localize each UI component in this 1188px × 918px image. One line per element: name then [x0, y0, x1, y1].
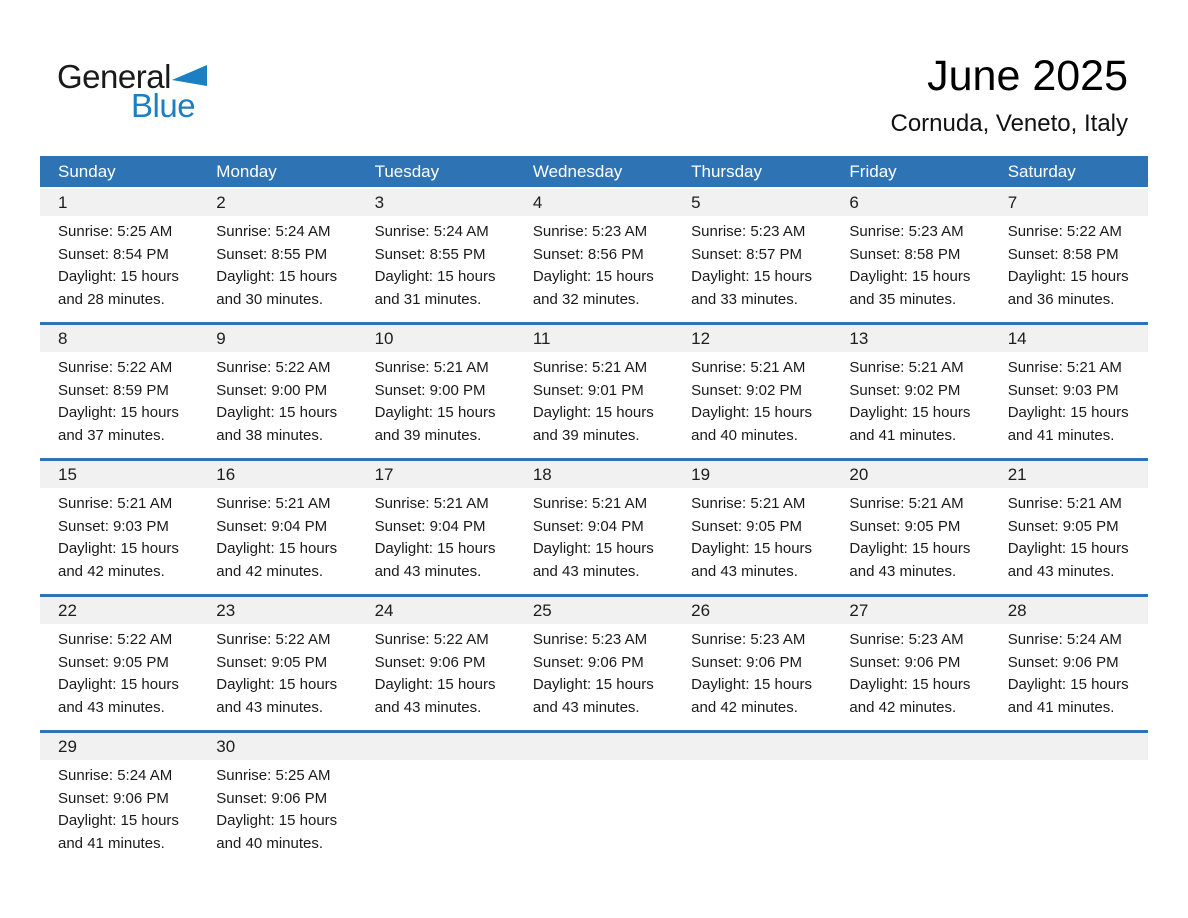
daylight-line: Daylight: 15 hours — [1007, 404, 1129, 421]
daylight-line: Daylight: 15 hours — [58, 812, 179, 829]
day-cell — [673, 488, 831, 594]
day-number: 30 — [216, 737, 236, 756]
daylight-line: Daylight: 15 hours — [374, 676, 496, 693]
day-number: 24 — [374, 601, 394, 620]
weekday-header — [40, 156, 1148, 187]
daylight-line-2: and 41 minutes. — [58, 834, 165, 852]
sunrise-line: Sunrise: 5:23 AM — [691, 223, 806, 240]
sunset-line: Sunset: 9:03 PM — [58, 517, 169, 535]
sunset-line: Sunset: 9:01 PM — [532, 381, 644, 399]
sunrise-line: Sunrise: 5:22 AM — [374, 631, 489, 648]
daylight-line: Daylight: 15 hours — [58, 540, 179, 557]
sunset-line: Sunset: 9:05 PM — [58, 653, 169, 671]
day-cell — [831, 216, 989, 322]
sunrise-line: Sunrise: 5:22 AM — [58, 631, 173, 648]
daylight-line-2: and 40 minutes. — [216, 834, 324, 852]
sunset-line: Sunset: 8:59 PM — [58, 381, 169, 399]
daylight-line: Daylight: 15 hours — [1007, 676, 1129, 693]
day-detail-row — [40, 624, 1148, 730]
sunrise-line: Sunrise: 5:22 AM — [1007, 223, 1122, 240]
daylight-line-2: and 42 minutes. — [691, 698, 798, 716]
sunrise-line: Sunrise: 5:23 AM — [849, 631, 964, 648]
day-number: 7 — [1007, 193, 1018, 212]
week-row-4 — [40, 594, 1148, 730]
sunrise-line: Sunrise: 5:21 AM — [532, 495, 648, 512]
day-cell — [673, 216, 831, 322]
daylight-line: Daylight: 15 hours — [216, 676, 338, 693]
sunset-line: Sunset: 9:05 PM — [691, 517, 803, 535]
day-cell-empty — [357, 760, 515, 866]
day-number: 23 — [216, 601, 236, 620]
sunrise-line: Sunrise: 5:24 AM — [58, 767, 173, 784]
sunset-line: Sunset: 9:06 PM — [1007, 653, 1119, 671]
day-number: 26 — [691, 601, 711, 620]
day-number — [515, 733, 673, 760]
daylight-line-2: and 39 minutes. — [532, 426, 640, 444]
day-detail-row — [40, 488, 1148, 594]
page-subtitle: Cornuda, Veneto, Italy — [890, 110, 1128, 137]
daylight-line: Daylight: 15 hours — [691, 540, 813, 557]
daylight-line: Daylight: 15 hours — [849, 676, 971, 693]
daylight-line-2: and 43 minutes. — [374, 562, 482, 580]
daylight-line-2: and 28 minutes. — [58, 290, 165, 308]
day-cell — [40, 760, 198, 866]
daylight-line-2: and 40 minutes. — [691, 426, 798, 444]
day-number: 3 — [374, 193, 385, 212]
daylight-line: Daylight: 15 hours — [691, 676, 813, 693]
day-number: 16 — [216, 465, 236, 484]
daylight-line-2: and 41 minutes. — [1007, 698, 1115, 716]
sunset-line: Sunset: 8:58 PM — [1007, 245, 1119, 263]
sunrise-line: Sunrise: 5:21 AM — [691, 359, 806, 376]
sunrise-line: Sunrise: 5:21 AM — [58, 495, 173, 512]
day-cell — [990, 624, 1148, 730]
daylight-line-2: and 41 minutes. — [1007, 426, 1115, 444]
daylight-line: Daylight: 15 hours — [216, 540, 338, 557]
sunrise-line: Sunrise: 5:22 AM — [216, 359, 331, 376]
daylight-line-2: and 43 minutes. — [532, 698, 640, 716]
day-cell — [990, 488, 1148, 594]
sunset-line: Sunset: 9:03 PM — [1007, 381, 1119, 399]
sunrise-line: Sunrise: 5:21 AM — [849, 495, 964, 512]
day-cell — [357, 488, 515, 594]
day-cell — [40, 488, 198, 594]
day-cell — [831, 488, 989, 594]
day-number: 27 — [849, 601, 869, 620]
day-number: 11 — [532, 329, 551, 348]
sunrise-line: Sunrise: 5:21 AM — [1007, 495, 1122, 512]
daylight-line: Daylight: 15 hours — [849, 540, 971, 557]
day-cell — [673, 352, 831, 458]
sunrise-line: Sunrise: 5:25 AM — [216, 767, 331, 784]
sunset-line: Sunset: 9:04 PM — [374, 517, 486, 535]
day-cell — [515, 624, 673, 730]
day-number: 25 — [532, 601, 552, 620]
logo-triangle-icon — [172, 65, 207, 86]
day-cell — [198, 488, 356, 594]
daylight-line: Daylight: 15 hours — [691, 404, 813, 421]
sunrise-line: Sunrise: 5:22 AM — [58, 359, 173, 376]
day-number: 22 — [58, 601, 77, 620]
day-number-band — [40, 461, 1148, 488]
day-number: 10 — [374, 329, 394, 348]
day-number: 9 — [216, 329, 226, 348]
sunset-line: Sunset: 9:06 PM — [691, 653, 803, 671]
day-cell — [831, 624, 989, 730]
day-cell-empty — [515, 760, 673, 866]
day-cell — [198, 352, 356, 458]
logo-blue-text: Blue — [131, 87, 196, 124]
day-cell — [515, 352, 673, 458]
day-number: 5 — [691, 193, 701, 212]
day-number: 6 — [849, 193, 859, 212]
daylight-line: Daylight: 15 hours — [374, 404, 496, 421]
daylight-line: Daylight: 15 hours — [374, 268, 496, 285]
day-number: 1 — [58, 193, 68, 212]
day-cell — [198, 760, 356, 866]
weekday-friday: Friday — [849, 162, 897, 181]
day-number: 28 — [1007, 601, 1027, 620]
weekday-saturday: Saturday — [1007, 162, 1076, 181]
daylight-line-2: and 43 minutes. — [691, 562, 798, 580]
sunrise-line: Sunrise: 5:25 AM — [58, 223, 173, 240]
day-number — [831, 733, 989, 760]
daylight-line: Daylight: 15 hours — [58, 268, 179, 285]
daylight-line-2: and 36 minutes. — [1007, 290, 1115, 308]
day-cell — [40, 624, 198, 730]
daylight-line: Daylight: 15 hours — [849, 268, 971, 285]
daylight-line-2: and 39 minutes. — [374, 426, 482, 444]
sunset-line: Sunset: 9:06 PM — [58, 789, 169, 807]
day-detail-row — [40, 352, 1148, 458]
day-number-band — [40, 325, 1148, 352]
sunset-line: Sunset: 9:00 PM — [216, 381, 328, 399]
day-number-band — [40, 597, 1148, 624]
weekday-monday: Monday — [216, 162, 277, 181]
daylight-line: Daylight: 15 hours — [216, 268, 338, 285]
sunset-line: Sunset: 8:55 PM — [374, 245, 486, 263]
sunrise-line: Sunrise: 5:23 AM — [532, 223, 648, 240]
daylight-line: Daylight: 15 hours — [532, 404, 654, 421]
sunset-line: Sunset: 8:57 PM — [691, 245, 803, 263]
daylight-line-2: and 43 minutes. — [1007, 562, 1115, 580]
day-cell — [673, 624, 831, 730]
sunset-line: Sunset: 8:54 PM — [58, 245, 169, 263]
day-number: 14 — [1007, 329, 1027, 348]
weekday-thursday: Thursday — [691, 162, 763, 181]
daylight-line: Daylight: 15 hours — [216, 812, 338, 829]
sunrise-line: Sunrise: 5:23 AM — [849, 223, 964, 240]
sunset-line: Sunset: 8:58 PM — [849, 245, 961, 263]
day-cell-empty — [990, 760, 1148, 866]
daylight-line-2: and 33 minutes. — [691, 290, 798, 308]
title-block — [891, 52, 1129, 138]
day-cell — [357, 624, 515, 730]
sunrise-line: Sunrise: 5:23 AM — [691, 631, 806, 648]
week-row-2 — [40, 322, 1148, 458]
sunset-line: Sunset: 9:05 PM — [849, 517, 961, 535]
sunset-line: Sunset: 9:05 PM — [216, 653, 328, 671]
day-cell — [990, 216, 1148, 322]
daylight-line-2: and 38 minutes. — [216, 426, 324, 444]
day-number: 17 — [374, 465, 394, 484]
day-cell-empty — [831, 760, 989, 866]
day-cell — [40, 352, 198, 458]
day-number: 21 — [1007, 465, 1027, 484]
daylight-line-2: and 42 minutes. — [58, 562, 165, 580]
sunrise-line: Sunrise: 5:21 AM — [216, 495, 331, 512]
week-row-1 — [40, 189, 1148, 322]
daylight-line-2: and 43 minutes. — [374, 698, 482, 716]
daylight-line-2: and 37 minutes. — [58, 426, 165, 444]
daylight-line: Daylight: 15 hours — [532, 676, 654, 693]
day-number — [990, 733, 1148, 760]
sunrise-line: Sunrise: 5:24 AM — [374, 223, 489, 240]
daylight-line-2: and 42 minutes. — [849, 698, 957, 716]
daylight-line-2: and 42 minutes. — [216, 562, 324, 580]
day-number: 13 — [849, 329, 869, 348]
daylight-line: Daylight: 15 hours — [58, 676, 179, 693]
sunset-line: Sunset: 9:06 PM — [216, 789, 328, 807]
week-row-5 — [40, 730, 1148, 866]
sunset-line: Sunset: 8:56 PM — [532, 245, 644, 263]
day-cell — [990, 352, 1148, 458]
day-number: 12 — [691, 329, 711, 348]
daylight-line-2: and 43 minutes. — [58, 698, 165, 716]
day-cell — [515, 488, 673, 594]
day-number: 19 — [691, 465, 711, 484]
daylight-line-2: and 31 minutes. — [374, 290, 482, 308]
sunrise-line: Sunrise: 5:22 AM — [216, 631, 331, 648]
daylight-line: Daylight: 15 hours — [216, 404, 338, 421]
sunrise-line: Sunrise: 5:21 AM — [532, 359, 648, 376]
daylight-line-2: and 32 minutes. — [532, 290, 640, 308]
sunset-line: Sunset: 9:06 PM — [374, 653, 486, 671]
day-number: 29 — [58, 737, 77, 756]
day-cell — [515, 216, 673, 322]
daylight-line-2: and 35 minutes. — [849, 290, 957, 308]
logo-general-text: General — [57, 58, 171, 95]
sunset-line: Sunset: 9:00 PM — [374, 381, 486, 399]
daylight-line: Daylight: 15 hours — [849, 404, 971, 421]
daylight-line: Daylight: 15 hours — [1007, 540, 1129, 557]
daylight-line: Daylight: 15 hours — [691, 268, 813, 285]
day-number-band — [40, 189, 1148, 216]
sunrise-line: Sunrise: 5:21 AM — [849, 359, 964, 376]
day-cell — [40, 216, 198, 322]
daylight-line-2: and 43 minutes. — [532, 562, 640, 580]
day-cell — [357, 352, 515, 458]
page-title: June 2025 — [927, 52, 1128, 100]
day-number: 15 — [58, 465, 77, 484]
day-detail-row — [40, 760, 1148, 866]
sunset-line: Sunset: 9:04 PM — [216, 517, 328, 535]
week-row-3 — [40, 458, 1148, 594]
day-number: 2 — [216, 193, 226, 212]
sunset-line: Sunset: 8:55 PM — [216, 245, 328, 263]
sunset-line: Sunset: 9:04 PM — [532, 517, 644, 535]
daylight-line-2: and 43 minutes. — [849, 562, 957, 580]
daylight-line: Daylight: 15 hours — [374, 540, 496, 557]
daylight-line: Daylight: 15 hours — [532, 268, 654, 285]
sunset-line: Sunset: 9:06 PM — [532, 653, 644, 671]
sunset-line: Sunset: 9:02 PM — [849, 381, 961, 399]
sunrise-line: Sunrise: 5:21 AM — [374, 359, 489, 376]
day-number — [673, 733, 831, 760]
sunset-line: Sunset: 9:02 PM — [691, 381, 803, 399]
sunrise-line: Sunrise: 5:23 AM — [532, 631, 648, 648]
sunset-line: Sunset: 9:06 PM — [849, 653, 961, 671]
daylight-line-2: and 30 minutes. — [216, 290, 324, 308]
day-number: 8 — [58, 329, 68, 348]
day-number: 18 — [532, 465, 552, 484]
day-detail-row — [40, 216, 1148, 322]
daylight-line: Daylight: 15 hours — [532, 540, 654, 557]
sunrise-line: Sunrise: 5:24 AM — [1007, 631, 1122, 648]
day-number: 20 — [849, 465, 869, 484]
daylight-line: Daylight: 15 hours — [1007, 268, 1129, 285]
sunrise-line: Sunrise: 5:24 AM — [216, 223, 331, 240]
day-cell — [198, 216, 356, 322]
day-number-band — [40, 733, 1148, 760]
daylight-line-2: and 41 minutes. — [849, 426, 957, 444]
sunrise-line: Sunrise: 5:21 AM — [691, 495, 806, 512]
day-cell — [357, 216, 515, 322]
general-blue-logo — [57, 58, 207, 125]
daylight-line: Daylight: 15 hours — [58, 404, 179, 421]
day-cell — [831, 352, 989, 458]
day-cell — [198, 624, 356, 730]
weekday-wednesday: Wednesday — [532, 162, 623, 181]
weekday-tuesday: Tuesday — [374, 162, 440, 181]
day-number — [357, 733, 515, 760]
day-cell-empty — [673, 760, 831, 866]
sunrise-line: Sunrise: 5:21 AM — [1007, 359, 1122, 376]
sunrise-line: Sunrise: 5:21 AM — [374, 495, 489, 512]
weekday-sunday: Sunday — [58, 162, 116, 181]
daylight-line-2: and 43 minutes. — [216, 698, 324, 716]
sunset-line: Sunset: 9:05 PM — [1007, 517, 1119, 535]
calendar-table — [40, 156, 1148, 866]
day-number: 4 — [532, 193, 543, 212]
